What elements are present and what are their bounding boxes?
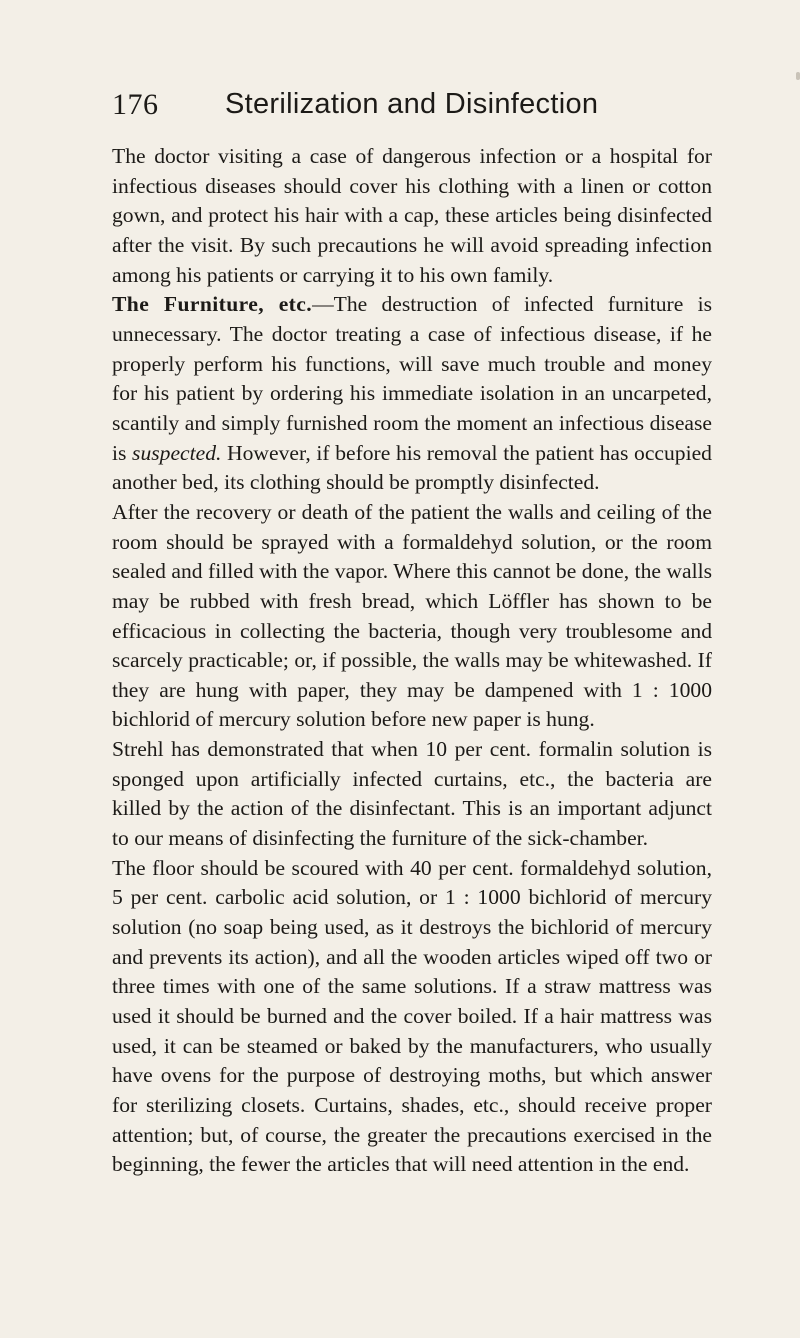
page-number: 176 xyxy=(112,88,159,121)
paper-speck xyxy=(796,72,800,80)
paragraph-text: —The destruction of infected furniture is unnecessary. The doctor treating a case of infectious disease, if he properly perform his functions, will save much trouble and money for his patient by ordering his immediate isolation in an uncarpeted, scantily and simply furnished room the moment an infectious disease is xyxy=(112,292,712,465)
emphasis-text: suspected. xyxy=(132,440,222,465)
page-header xyxy=(112,88,712,128)
body-text xyxy=(112,142,712,1180)
paragraph: The doctor visiting a case of dangerous infection or a hospital for infectious diseases should cover his clothing with a linen or cotton gown, and protect his hair with a cap, these articles being disinfected after the visit. By such precautions he will avoid spreading infection among his patients or carrying it to his own family. xyxy=(112,144,712,287)
section-run-in-heading: The Furniture, etc. xyxy=(112,292,313,317)
paragraph xyxy=(112,290,712,498)
paragraph: The floor should be scoured with 40 per cent. formaldehyd solution, 5 per cent. carbolic acid solution, or 1 : 1000 bichlorid of mercury solution (no soap being used, as it destroys the bichlorid of mercury and prevents its action), and all the wooden articles wiped off two or three times with one of the same solutions. If a straw mattress was used it should be burned and the cover boiled. If a hair mattress was used, it can be steamed or baked by the manufacturers, who usually have ovens for the purpose of destroying moths, but which answer for sterilizing closets. Curtains, shades, etc., should receive proper attention; but, of course, the greater the precautions exercised in the beginning, the fewer the articles that will need attention in the end. xyxy=(112,855,712,1177)
paragraph: Strehl has demonstrated that when 10 per cent. formalin solution is sponged upon artificially infected curtains, etc., the bacteria are killed by the action of the disinfectant. This is an important adjunct to our means of disinfecting the furniture of the sick-chamber. xyxy=(112,737,712,851)
paragraph-text: However, if before his removal the patient has occupied another bed, its clothing should be promptly disinfected. xyxy=(112,440,712,495)
paragraph: After the recovery or death of the patient the walls and ceiling of the room should be sprayed with a formaldehyd solution, or the room sealed and filled with the vapor. Where this cannot be done, the walls may be rubbed with fresh bread, which Löffler has shown to be efficacious in collecting the bacteria, though very troublesome and scarcely practicable; or, if possible, the walls may be whitewashed. If they are hung with paper, they may be dampened with 1 : 1000 bichlorid of mercury solution before new paper is hung. xyxy=(112,499,712,732)
running-head: Sterilization and Disinfection xyxy=(225,88,599,120)
